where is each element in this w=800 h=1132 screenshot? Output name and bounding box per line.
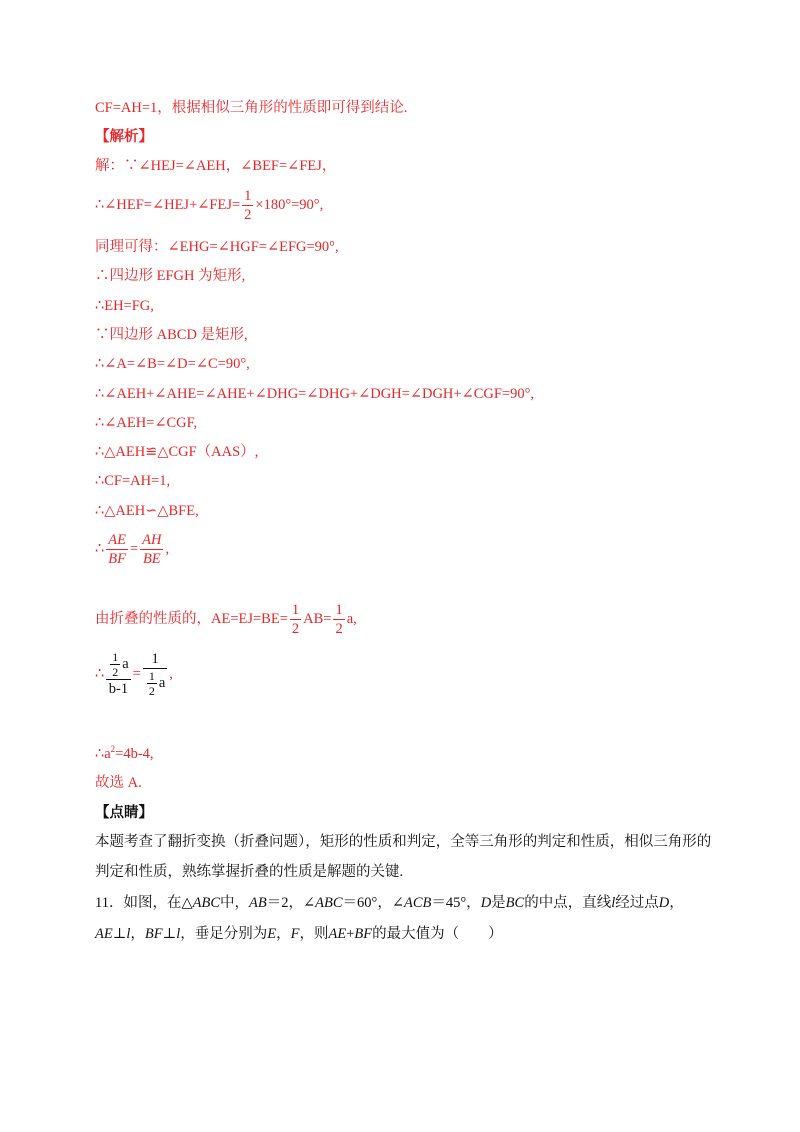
fraction-half-2: $\frac{1}{2}$ (335, 602, 343, 638)
l17-eq: = (132, 666, 141, 682)
substituted-equation (95, 650, 173, 698)
l15-eq: = (129, 541, 139, 557)
fraction-ah-be: $\frac{AH}{BE}$ (142, 532, 162, 568)
comment-line-2: 判定和性质，熟练掌握折叠的性质是解题的关键. (95, 864, 404, 880)
fold-property-line (95, 600, 357, 638)
solution-line-13: ∴CF=AH=1, (95, 473, 171, 489)
solution-line-14: ∴△AEH∽△BFE, (95, 503, 199, 519)
solution-line-18: $\therefore a^2=4b-4$, (95, 744, 154, 762)
solution-line-1: CF=AH=1，根据相似三角形的性质即可得到结论. (95, 100, 408, 116)
question-11-line-2: AE⊥l，BF⊥l，垂足分别为E，F，则AE+BF的最大值为（ ） (95, 926, 503, 942)
solution-line-3: 解：∵∠HEJ=∠AEH，∠BEF=∠FEJ， (95, 158, 337, 174)
comment-line-1: 本题考查了翻折变换（折叠问题），矩形的性质和判定，全等三角形的判定和性质，相似三角形的 (95, 834, 712, 850)
fraction-half-1: $\frac{1}{2}$ (291, 602, 300, 638)
solution-line-7: ∴EH=FG, (95, 298, 154, 314)
l15-post: , (165, 541, 170, 557)
question-11-line-1: 11．如图，在△ABC中，AB＝2，∠ABC＝60°，∠ACB＝45°，D是BC的中点，直线l经过点D， (95, 895, 684, 911)
fraction-ae-bf: $\frac{AE}{BF}$ (108, 532, 126, 568)
solution-line-4 (95, 186, 323, 224)
ratio-equation (95, 530, 169, 568)
fraction-half: $\frac{1}{2}$ (244, 188, 252, 224)
analysis-heading: 【解析】 (95, 129, 153, 145)
l17-post: , (169, 666, 173, 682)
solution-line-12: ∴△AEH≌△CGF（AAS）, (95, 444, 259, 460)
l4-post: ×180°=90°, (255, 197, 324, 213)
l15-pre: ∴ (95, 541, 105, 557)
big-fraction-right: 1 $\frac{1}{2}$ a (143, 650, 167, 698)
solution-line-6: ∴四边形 EFGH 为矩形, (95, 268, 246, 284)
answer-line: 故选 A. (95, 775, 142, 791)
l16-post: a, (346, 611, 357, 627)
solution-line-10: ∴∠AEH+∠AHE=∠AHE+∠DHG=∠DHG+∠DGH=∠DGH+∠CGF=90°, (95, 386, 535, 402)
l4-pre: ∴∠HEF=∠HEJ+∠FEJ= (95, 197, 241, 213)
solution-line-9: ∴∠A=∠B=∠D=∠C=90°, (95, 356, 250, 372)
solution-line-11: ∴∠AEH=∠CGF, (95, 415, 198, 431)
l16-mid: AB= (303, 611, 332, 627)
solution-line-5: 同理可得：∠EHG=∠HGF=∠EFG=90°, (95, 239, 339, 255)
l17-pre: ∴ (95, 666, 105, 682)
big-fraction-left: $\frac{1}{2}$ a b-1 (106, 650, 130, 698)
l16-pre: 由折叠的性质的，AE=EJ=BE= (95, 611, 288, 627)
solution-line-8: ∵四边形 ABCD 是矩形, (95, 327, 248, 343)
comment-heading: 【点睛】 (95, 805, 153, 821)
